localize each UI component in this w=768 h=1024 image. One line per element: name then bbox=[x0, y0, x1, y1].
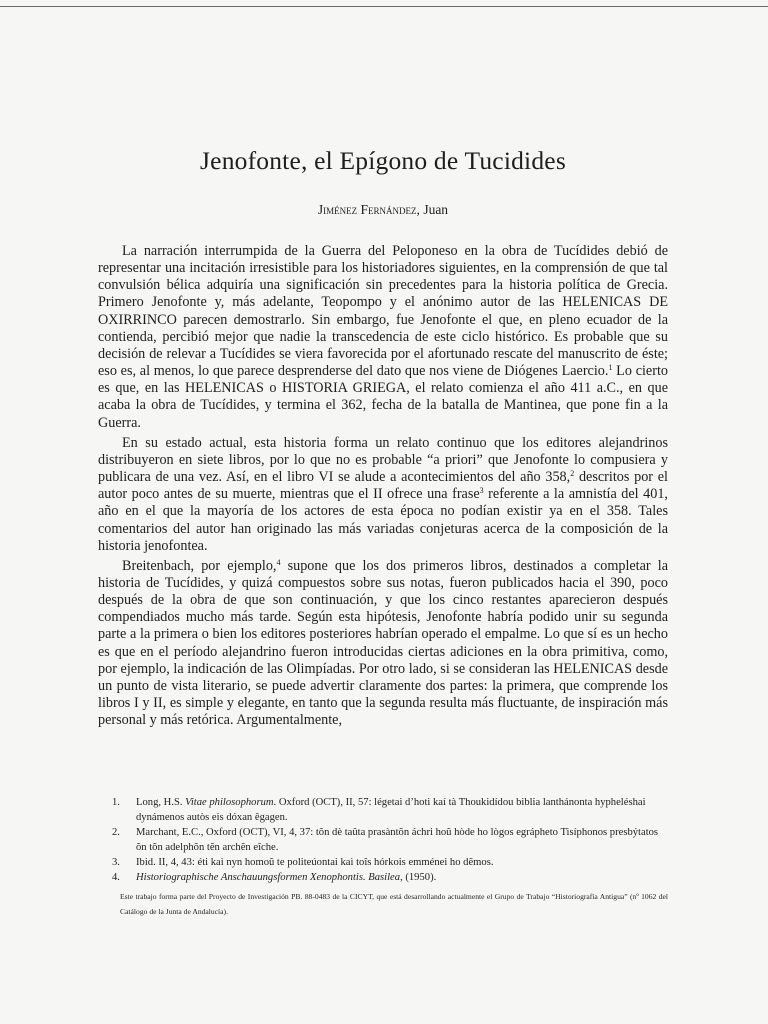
paragraph bbox=[98, 243, 668, 432]
footnote-italic-title: Vitae philosophorum bbox=[185, 797, 274, 808]
paragraph-text: La narración interrumpida de la Guerra del Peloponeso en la obra de Tucídides debió de representar una incitación irresistible para los historiadores siguientes, en la comprensión de que tal convulsión bélica adquiría una significación sin precedentes para la historia política de Grecia. Primero Jenofonte y, más adelante, Teopompo y el anónimo autor de las HELENICAS DE OXIRRINCO parecen demostrarlo. Sin embargo, fue Jenofonte el que, en pleno ecuador de la contienda, percibió mejor que nadie la transcedencia de este ciclo histórico. Es probable que su decisión de relevar a Tucídides se viera favorecida por el afortunado rescate del manuscrito de éste; eso es, al menos, lo que parece desprenderse del dato que nos viene de Diógenes Laercio. bbox=[98, 243, 668, 380]
footnote-marker: 1 bbox=[608, 363, 613, 373]
footnote-marker: 4 bbox=[276, 557, 281, 567]
paragraph-text: descritos por el autor poco antes de su muerte, mientras que el II ofrece una frase bbox=[98, 469, 668, 503]
author-line bbox=[98, 202, 668, 218]
footnote bbox=[112, 825, 668, 855]
footnote-text: , (1950). bbox=[400, 872, 437, 883]
author-surname-first: Jiménez bbox=[317, 202, 358, 217]
footnote-number: 4. bbox=[112, 872, 120, 883]
footnote-number: 1. bbox=[112, 797, 120, 808]
author-surname-second: Fernández, bbox=[360, 202, 420, 217]
body-text bbox=[98, 243, 668, 729]
footnote-italic-title: Historiographische Anschauungsformen Xenophontis. Basilea bbox=[136, 872, 401, 883]
footnote-text: Marchant, E.C., Oxford (OCT), VI, 4, 37: tõn dè taûta prasàntõn áchri hoũ hòde ho lògos egrápheto Tisíphonos presbýtatos õn tõn adelphõn tẽn archẽn eîche. bbox=[136, 827, 659, 853]
footnote-marker: 3 bbox=[479, 486, 484, 496]
footnote-marker: 2 bbox=[570, 469, 575, 479]
paper-title: Jenofonte, el Epígono de Tucidides bbox=[200, 146, 566, 175]
footnote bbox=[112, 795, 668, 825]
paragraph bbox=[98, 558, 668, 730]
paragraph bbox=[98, 435, 668, 555]
paragraph-text: referente a la amnistía del 401, año en el que la mayoría de los actores de esta época no podían existir ya en el 358. Tales comentarios del autor han originado las más variadas conjeturas acerca de la composición de la historia jenofontea. bbox=[98, 486, 668, 554]
paragraph-text: En su estado actual, esta historia forma un relato continuo que los editores alejandrinos distribuyeron en siete libros, por lo que no es probable “a priori” que Jenofonte lo compusiera y publicara de una vez. Así, en el libro VI se alude a acontecimientos del año 358, bbox=[98, 434, 668, 486]
footnote-number: 3. bbox=[112, 857, 120, 868]
footnote-text: . Oxford (OCT), II, 57: légetai d’hoti kaí tà Thoukidídou biblia lanthánonta hypheléshai dynámenos autòs eis dóxan êgagen. bbox=[136, 797, 646, 823]
footnote bbox=[112, 855, 668, 870]
footnotes bbox=[112, 795, 668, 885]
top-border-rule bbox=[0, 6, 768, 7]
paragraph-text: supone que los dos primeros libros, destinados a completar la historia de Tucídides, y quizá compuestos sobre sus notas, fueron publicados hacia el 390, poco después de la obra de que son continuación, y que los cinco restantes aparecieron después compendiados mucho más tarde. Según esta hipótesis, Jenofonte habría podido unir su segunda parte a la primera o bien los editores posteriores habrían operado el empalme. Lo que sí es un hecho es que en el período alejandrino fueron introducidas ciertas adiciones en la obra primitiva, como, por ejemplo, la indicación de las Olimpíadas. Por otro lado, si se consideran las HELENICAS desde un punto de vista literario, se puede advertir claramente dos partes: la primera, que comprende los libros I y II, es simple y elegante, en tanto que la segunda resulta más fluctuante, de inspiración más personal y más retórica. Argumentalmente, bbox=[98, 557, 668, 729]
footnote bbox=[112, 870, 668, 885]
footnote-number: 2. bbox=[112, 827, 120, 838]
paragraph-text: Breitenbach, por ejemplo, bbox=[122, 557, 277, 574]
author-given-name: Juan bbox=[423, 202, 449, 217]
project-credit-note: Este trabajo forma parte del Proyecto de Investigación PB. 88-0483 de la CICYT, que está desarrollando actualmente el Grupo de Trabajo “Historiografía Antigua” (nº 1062 del Catálogo de la Junta de Andalucía). bbox=[120, 892, 668, 916]
footnote-text: Long, H.S. bbox=[136, 797, 186, 808]
paragraph-text: Lo cierto es que, en las HELENICAS o HISTORIA GRIEGA, el relato comienza el año 411 a.C., en que acaba la obra de Tucídides, y termina el 362, fecha de la batalla de Mantinea, que pone fin a la Guerra. bbox=[98, 363, 668, 431]
footnote-text: Ibid. II, 4, 43: éti kaì nyn homoũ te politeúontai kaì toîs hórkois emménei ho dẽmos. bbox=[136, 857, 494, 868]
